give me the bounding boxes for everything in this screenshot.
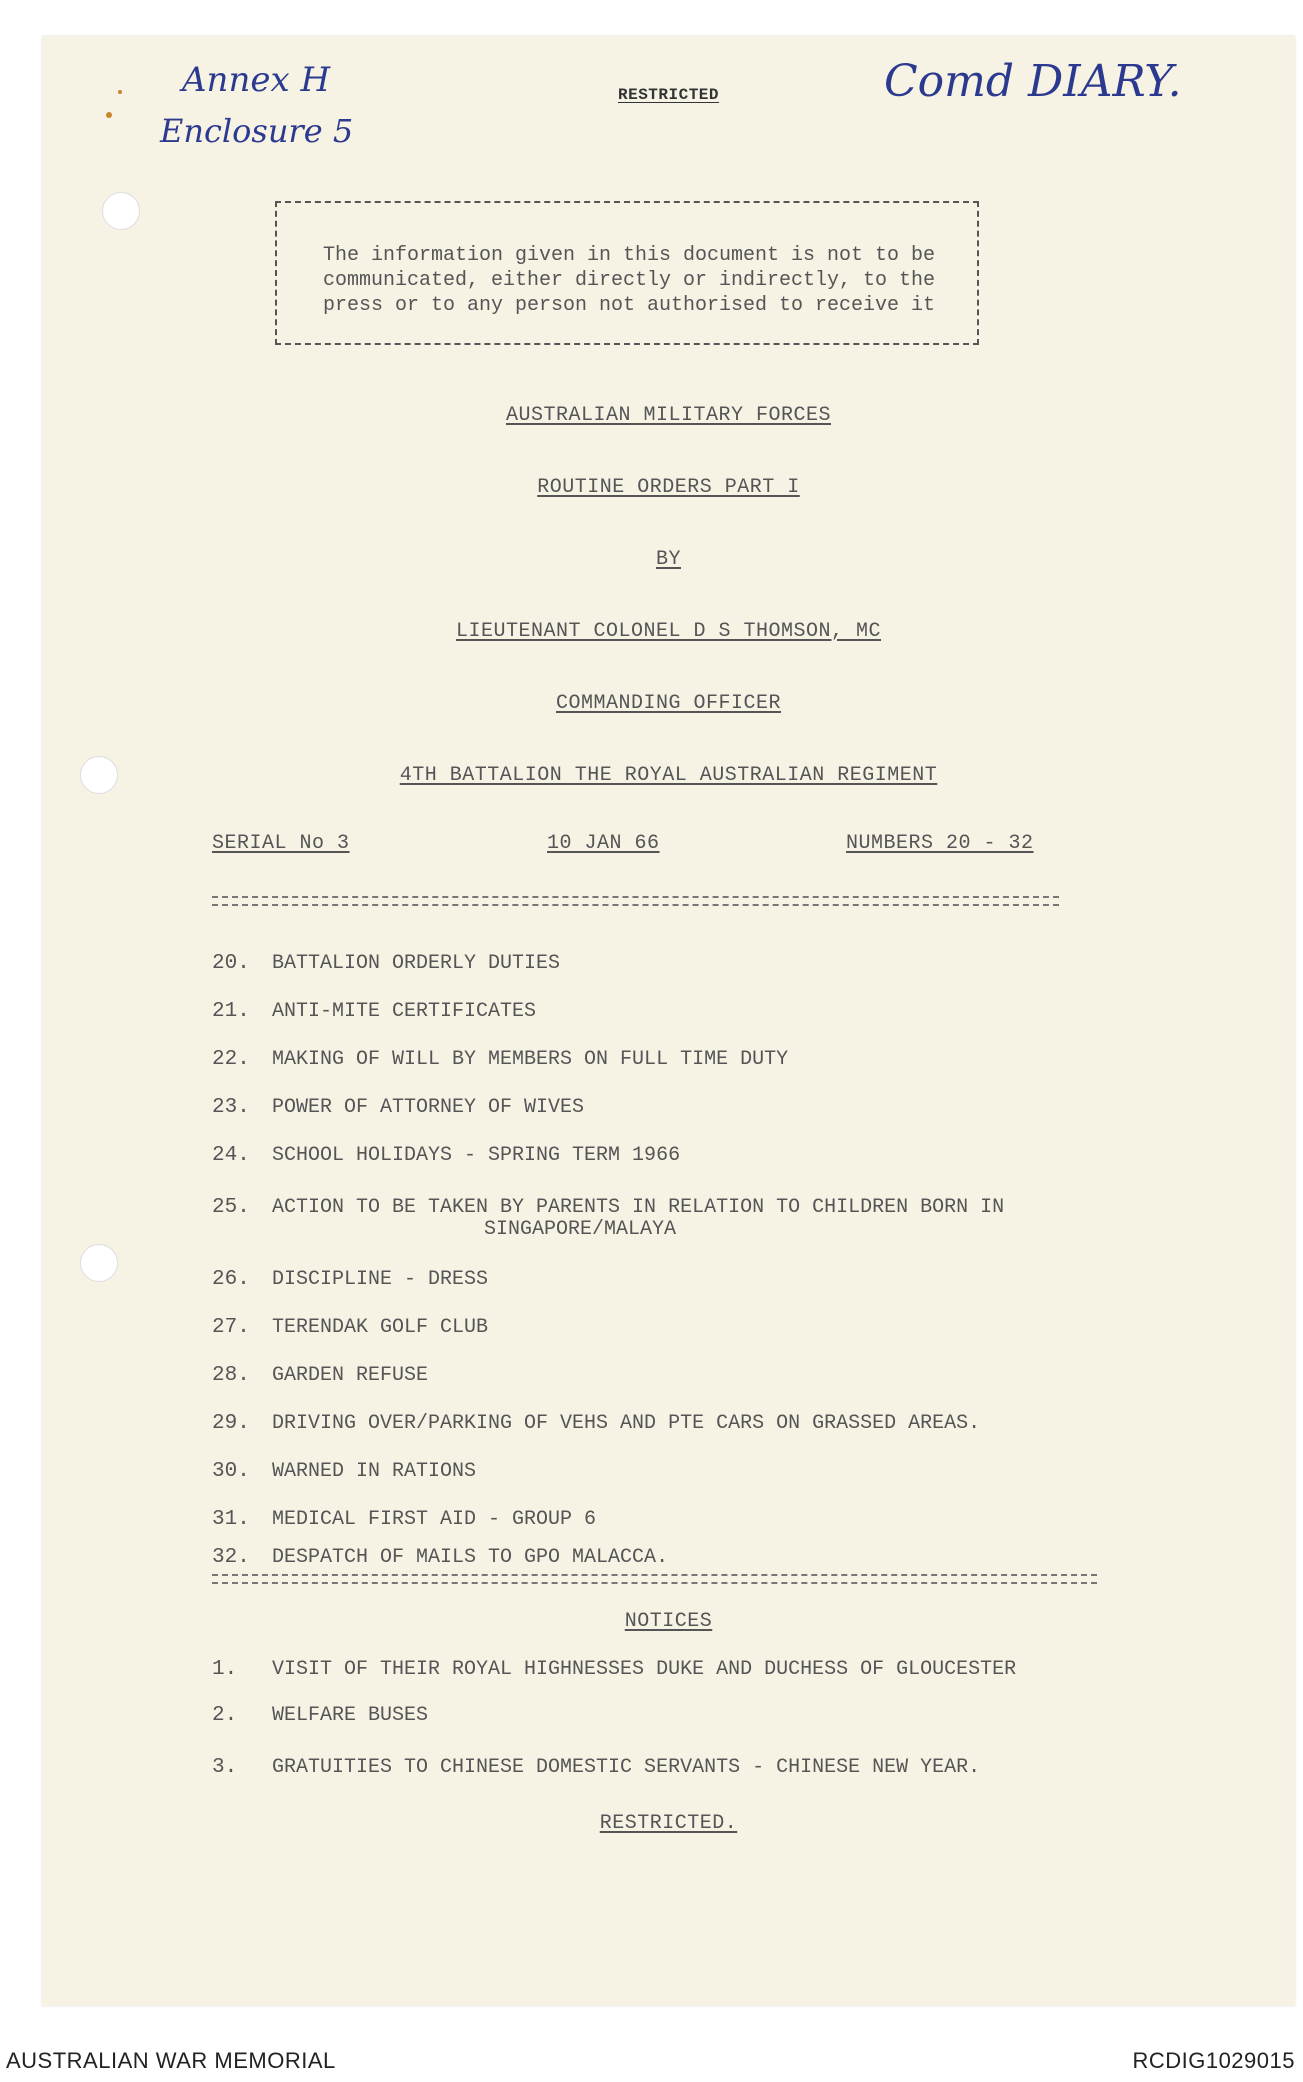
- order-number: 31.: [212, 1508, 250, 1531]
- notice-title: GRATUITIES TO CHINESE DOMESTIC SERVANTS - CHINESE NEW YEAR.: [272, 1756, 981, 1779]
- order-title: TERENDAK GOLF CLUB: [272, 1316, 489, 1339]
- order-date: 10 JAN 66: [547, 832, 660, 855]
- title-role: COMMANDING OFFICER: [555, 692, 782, 715]
- order-title: DISCIPLINE - DRESS: [272, 1268, 489, 1291]
- order-title: MAKING OF WILL BY MEMBERS ON FULL TIME DUTY: [272, 1048, 789, 1071]
- punch-hole-bottom: [80, 1244, 118, 1282]
- notice-title: WELFARE BUSES: [272, 1704, 429, 1727]
- order-title: ANTI-MITE CERTIFICATES: [272, 1000, 537, 1023]
- handwritten-annex: Annex H: [182, 60, 331, 100]
- order-number: 23.: [212, 1096, 250, 1119]
- handwritten-diary: Comd DIARY.: [884, 56, 1182, 107]
- notice-title: VISIT OF THEIR ROYAL HIGHNESSES DUKE AND DUCHESS OF GLOUCESTER: [272, 1658, 1017, 1681]
- order-title: ACTION TO BE TAKEN BY PARENTS IN RELATION TO CHILDREN BORN IN: [272, 1196, 1005, 1219]
- title-unit: 4TH BATTALION THE ROYAL AUSTRALIAN REGIMENT: [399, 764, 938, 787]
- order-numbers: NUMBERS 20 - 32: [846, 832, 1034, 855]
- order-number: 29.: [212, 1412, 250, 1435]
- notice-number: 3.: [212, 1756, 238, 1779]
- ink-smear: [106, 112, 112, 118]
- order-title: BATTALION ORDERLY DUTIES: [272, 952, 561, 975]
- title-officer: LIEUTENANT COLONEL D S THOMSON, MC: [455, 620, 882, 643]
- order-number: 32.: [212, 1546, 250, 1569]
- divider-top: [212, 896, 1059, 906]
- order-number: 25.: [212, 1196, 250, 1219]
- handwritten-enclosure: Enclosure 5: [160, 112, 354, 150]
- divider-bottom: [212, 1574, 1097, 1584]
- order-title: POWER OF ATTORNEY OF WIVES: [272, 1096, 585, 1119]
- order-number: 21.: [212, 1000, 250, 1023]
- notice-box: [275, 201, 979, 345]
- notice-text: The information given in this document is not to be communicated, either directly or indirectly, to the press or to any person not authorised to receive it: [322, 244, 936, 317]
- order-title: SCHOOL HOLIDAYS - SPRING TERM 1966: [272, 1144, 681, 1167]
- order-number: 30.: [212, 1460, 250, 1483]
- order-title: DESPATCH OF MAILS TO GPO MALACCA.: [272, 1546, 669, 1569]
- order-number: 28.: [212, 1364, 250, 1387]
- order-number: 22.: [212, 1048, 250, 1071]
- footer-id: RCDIG1029015: [1132, 2048, 1295, 2073]
- classification-header: RESTRICTED: [617, 86, 719, 104]
- closing-classification: RESTRICTED.: [599, 1812, 738, 1835]
- serial-number: SERIAL No 3: [212, 832, 350, 855]
- order-title: MEDICAL FIRST AID - GROUP 6: [272, 1508, 597, 1531]
- title-orders: ROUTINE ORDERS PART I: [537, 476, 800, 499]
- footer-source: AUSTRALIAN WAR MEMORIAL: [6, 2048, 336, 2073]
- title-by: BY: [655, 548, 681, 571]
- title-forces: AUSTRALIAN MILITARY FORCES: [505, 404, 832, 427]
- order-number: 27.: [212, 1316, 250, 1339]
- order-number: 20.: [212, 952, 250, 975]
- punch-hole-top: [102, 192, 140, 230]
- order-number: 24.: [212, 1144, 250, 1167]
- document-page: [42, 36, 1295, 2006]
- order-title: DRIVING OVER/PARKING OF VEHS AND PTE CARS ON GRASSED AREAS.: [272, 1412, 981, 1435]
- order-title-continued: SINGAPORE/MALAYA: [484, 1218, 677, 1241]
- notices-heading: NOTICES: [624, 1610, 713, 1633]
- order-title: WARNED IN RATIONS: [272, 1460, 477, 1483]
- order-title: GARDEN REFUSE: [272, 1364, 429, 1387]
- notice-number: 2.: [212, 1704, 238, 1727]
- order-number: 26.: [212, 1268, 250, 1291]
- notice-number: 1.: [212, 1658, 238, 1681]
